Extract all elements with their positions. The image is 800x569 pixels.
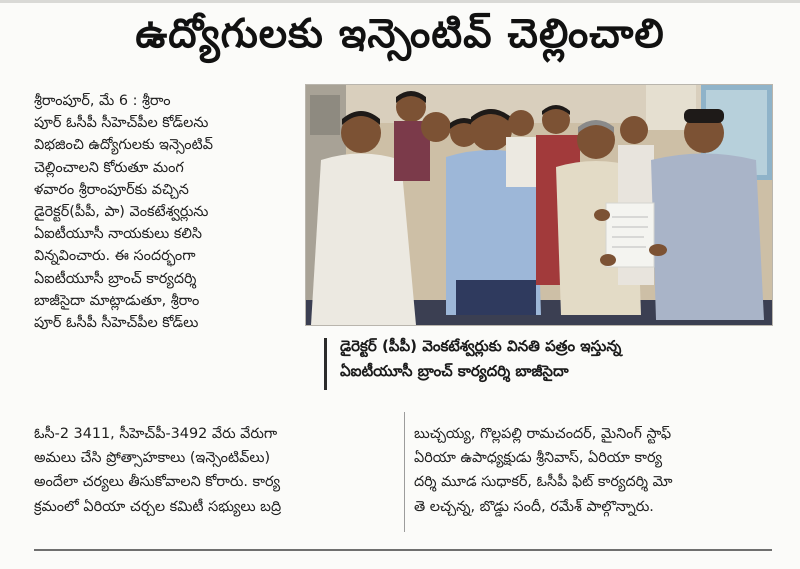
column-divider — [404, 412, 405, 532]
article-headline: ఉద్యోగులకు ఇన్సెంటివ్ చెల్లించాలి — [135, 11, 665, 57]
body-line: అందేలా చర్యలు తీసుకోవాలని కోరారు. కార్య — [34, 474, 281, 491]
lead-line: బాజీసైదా మాట్లాడుతూ, శ్రీరాం — [34, 292, 200, 309]
lead-line: విభజించి ఉద్యోగులకు ఇన్సెంటివ్ — [34, 137, 213, 154]
top-rule — [0, 0, 800, 3]
body-line: అమలు చేసి ప్రోత్సాహకాలు (ఇన్సెంటివ్‌లు) — [34, 450, 271, 467]
caption-rule — [324, 338, 327, 390]
article-body-left — [34, 422, 396, 542]
body-line: బుచ్చయ్య, గొల్లపల్లి రామచందర్, మైనింగ్ స్టాఫ్ — [414, 426, 672, 442]
body-line: తె లచ్చన్న, బొడ్డు సందీ, రమేశ్ పాల్గొన్నారు. — [414, 498, 654, 515]
body-line: ఓసీ-2 3411, సీహెచ్‌పీ-3492 వేరు వేరుగా — [34, 426, 278, 442]
lead-line: డైరెక్టర్(పీపీ, పా) వెంకటేశ్వర్లును — [34, 204, 209, 221]
body-line: దర్శి మూడ సుధాకర్, ఓసీపీ ఫిట్ కార్యదర్శి మో — [414, 474, 673, 491]
body-line: క్రమంలో ఏరియా చర్చల కమిటీ సభ్యులు బద్రి — [34, 498, 282, 515]
article-body-right — [414, 422, 772, 542]
lead-line: విన్నవించారు. ఈ సందర్భంగా — [34, 248, 196, 265]
group-photo-illustration — [306, 85, 772, 325]
lead-line: ళవారం శ్రీరాంపూర్‌కు వచ్చిన — [34, 181, 189, 198]
caption-line: డైరెక్టర్ (పీపీ) వెంకటేశ్వర్లుకు వినతి పత్రం ఇస్తున్న — [340, 337, 622, 355]
body-line: ఏరియా ఉపాధ్యక్షుడు శ్రీనివాస్, ఏరియా కార్య — [414, 450, 663, 467]
lead-line: చెల్లించాలని కోరుతూ మంగ — [34, 159, 184, 176]
lead-line: శ్రీరాంపూర్, మే 6 : శ్రీరాం — [34, 93, 171, 109]
bottom-rule — [34, 549, 772, 551]
lead-line: పూర్ ఓసీపీ సీహెచ్‌పీల కోడ్‌లను — [34, 115, 209, 132]
caption-line: ఏఐటీయూసీ బ్రాంచ్ కార్యదర్శి బాజీసైదా — [340, 362, 569, 380]
article-lead-column — [34, 90, 298, 420]
lead-line: పూర్ ఓసీపీ సీహెచ్‌పీల కోడ్‌లు — [34, 315, 199, 332]
lead-line: ఏఐటీయూసీ నాయకులు కలిసి — [34, 226, 203, 243]
news-photo — [305, 84, 773, 326]
photo-caption — [340, 334, 770, 394]
lead-line: ఏఐటీయూసీ బ్రాంచ్ కార్యదర్శి — [34, 270, 197, 287]
